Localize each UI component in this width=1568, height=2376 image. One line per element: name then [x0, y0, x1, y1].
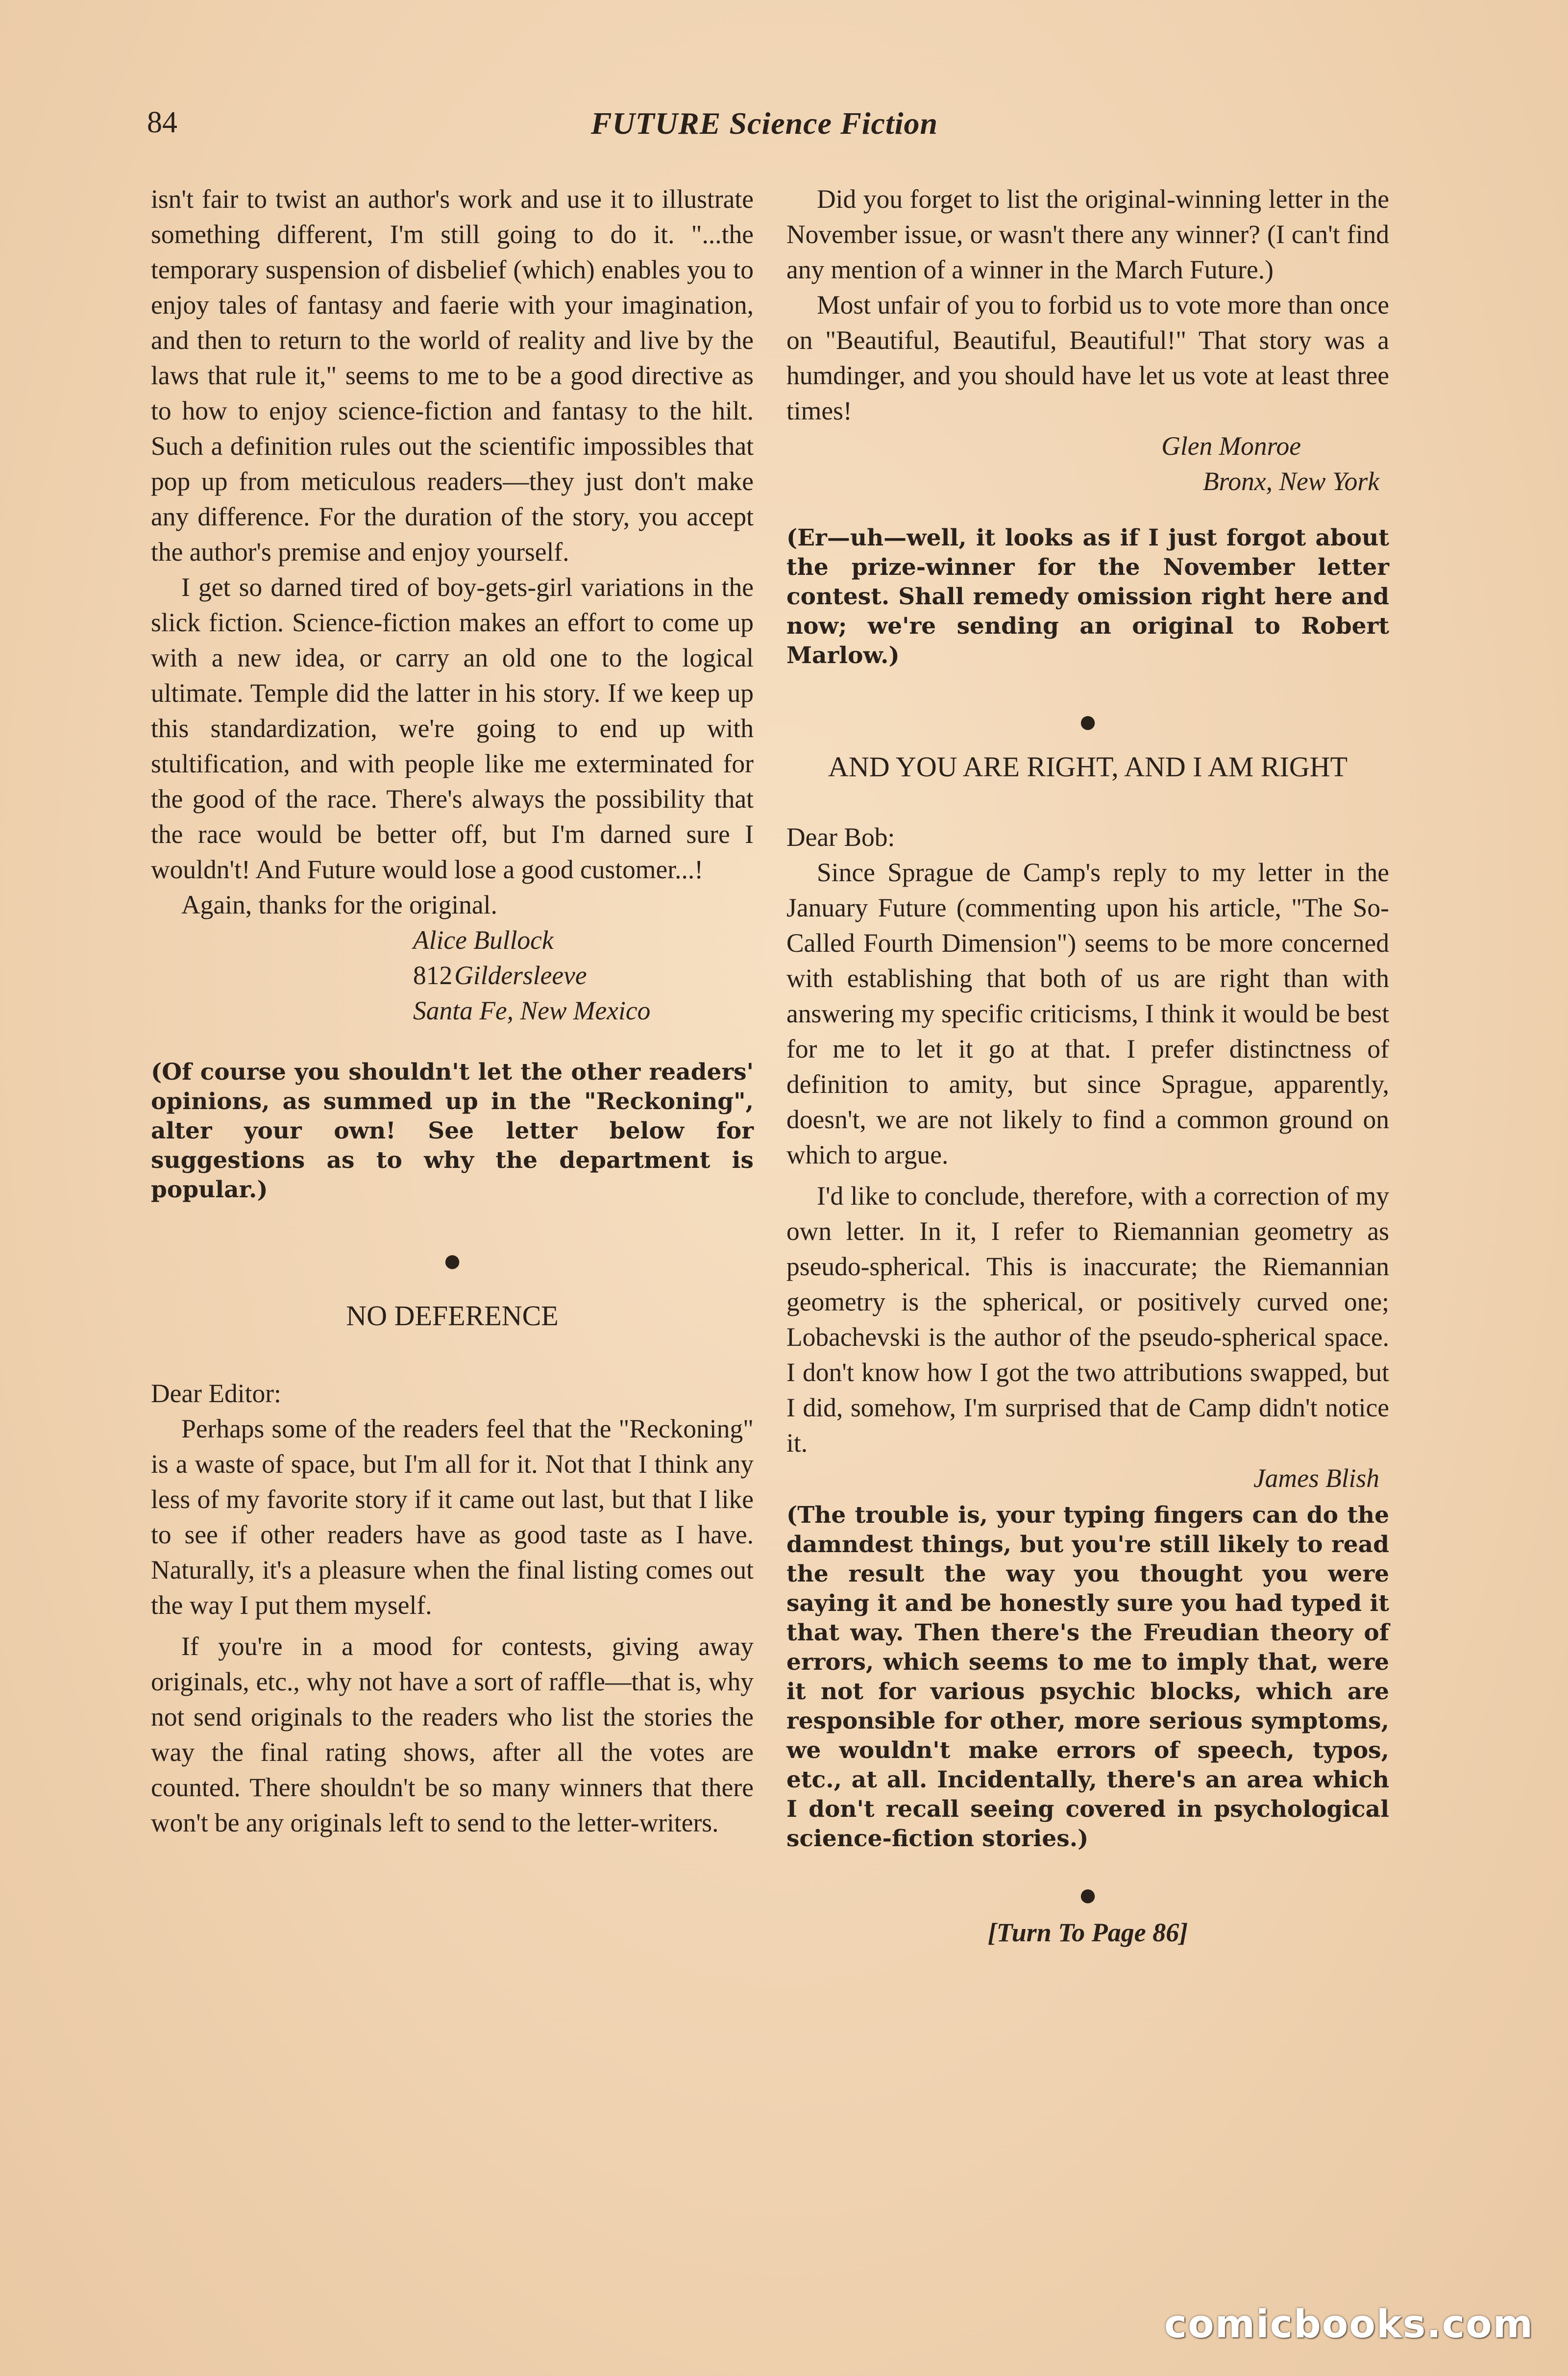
signature-street-number: 812 [413, 961, 453, 990]
page-number: 84 [147, 106, 177, 139]
salutation: Dear Bob: [786, 822, 895, 852]
right-column [786, 181, 1389, 1948]
editor-reply: (The trouble is, your typing fingers can do the damndest things, but you're still likely to read the result the way you thought you were saying it and be honestly sure you had typed it that way. Then there's the Freudian theory of errors, which seems to me to imply that, were it not for various psychic blocks, which are responsible for other, more serious symptoms, we wouldn't make errors of speech, typos, etc., at all. Incidentally, there's an area which I don't recall seeing covered in psychological science-fiction stories.) [786, 1502, 1389, 1852]
signature-street: Gildersleeve [454, 961, 587, 990]
letter-paragraph: If you're in a mood for contests, giving away originals, etc., why not have a sort of raffle—that is, why not send originals to the readers who list the stories the way the final rating shows, after all the votes are counted. There shouldn't be so many winners that there won't be any originals left to send to the letter-writers. [151, 1632, 754, 1837]
letter-paragraph: I'd like to conclude, therefore, with a correction of my own letter. In it, I refer to Riemannian geometry as pseudo-spherical. This is inaccurate; the Riemannian geometry is the spherical, or positively curved one; Lobachevski is the author of the pseudo-spherical space. I don't know how I got the two attributions swapped, but I did, somehow, I'm surprised that de Camp didn't notice it. [786, 1181, 1389, 1458]
editor-reply: (Er—uh—well, it looks as if I just forgot about the prize-winner for the November letter contest. Shall remedy omission right here and now; we're sending an original to Robert Marlow.) [786, 524, 1389, 669]
page-header [147, 105, 1382, 159]
section-bullet: ● [1078, 1877, 1098, 1913]
letter-paragraph: Did you forget to list the original-winning letter in the November issue, or wasn't there any winner? (I can't find any mention of a winner in the March Future.) [786, 184, 1389, 284]
letter-paragraph: Perhaps some of the readers feel that the "Reckoning" is a waste of space, but I'm all for it. Not that I think any less of my favorite story if it came out last, but that I like to see if other readers have as good taste as I have. Naturally, it's a pleasure when the final listing comes out the way I put them myself. [151, 1414, 754, 1620]
letter-signature [786, 1460, 1389, 1496]
letter-heading: NO DEFERENCE [346, 1300, 559, 1332]
left-column [151, 181, 754, 1840]
signature-name: James Blish [1253, 1463, 1379, 1493]
letter-heading: AND YOU ARE RIGHT, AND I AM RIGHT [828, 751, 1348, 783]
signature-city: Bronx, New York [1202, 467, 1379, 496]
letter-signature [786, 428, 1389, 499]
letter-paragraph: Since Sprague de Camp's reply to my letter in the January Future (commenting upon his article, "The So-Called Fourth Dimension") seems to be more concerned with establishing that both of us are right than with answering my specific criticisms, I think it would be best for me to let it go at that. I prefer distinctness of definition to amity, but since Sprague, apparently, doesn't, we are not likely to find a common ground on which to argue. [786, 858, 1389, 1169]
signature-city: Santa Fe, New Mexico [413, 996, 651, 1025]
watermark: comicbooks.com [1164, 2302, 1534, 2347]
signature-name: Glen Monroe [1161, 431, 1301, 461]
salutation: Dear Editor: [151, 1379, 281, 1408]
letter-signature [413, 922, 754, 1028]
running-title: FUTURE Science Fiction [590, 106, 938, 141]
letter-paragraph: I get so darned tired of boy-gets-girl variations in the slick fiction. Science-fiction makes an effort to come up with a new idea, or carry an old one to the logical ultimate. Temple did the latter in his story. If we keep up this standardization, we're going to end up with stultification, and with people like me exterminated for the good of the race. There's always the possibility that the race would be better off, but I'm darned sure I wouldn't! And Future would lose a good customer...! [151, 572, 754, 884]
letter-paragraph: Most unfair of you to forbid us to vote more than once on "Beautiful, Beautiful, Beautiful!" That story was a humdinger, and you should have let us vote at least three times! [786, 290, 1389, 425]
section-bullet: ● [442, 1243, 462, 1279]
signature-name: Alice Bullock [413, 925, 554, 955]
letter-paragraph: Again, thanks for the original. [181, 890, 497, 919]
section-bullet: ● [1078, 704, 1098, 740]
editor-reply: (Of course you shouldn't let the other readers' opinions, as summed up in the "Reckoning", alter your own! See letter below for suggestions as to why the department is popular.) [151, 1059, 754, 1203]
letter-paragraph: isn't fair to twist an author's work and use it to illustrate something different, I'm still going to do it. "...the temporary suspension of disbelief (which) enables you to enjoy tales of fantasy and faerie with your imagination, and then to return to the world of reality and live by the laws that rule it," seems to me to be a good directive as to how to enjoy science-fiction and fantasy to the hilt. Such a definition rules out the scientific impossibles that pop up from meticulous readers—they just don't make any difference. For the duration of the story, you accept the author's premise and enjoy yourself. [151, 184, 754, 567]
continuation-note: [Turn To Page 86] [987, 1918, 1188, 1947]
signature-address [413, 958, 754, 993]
